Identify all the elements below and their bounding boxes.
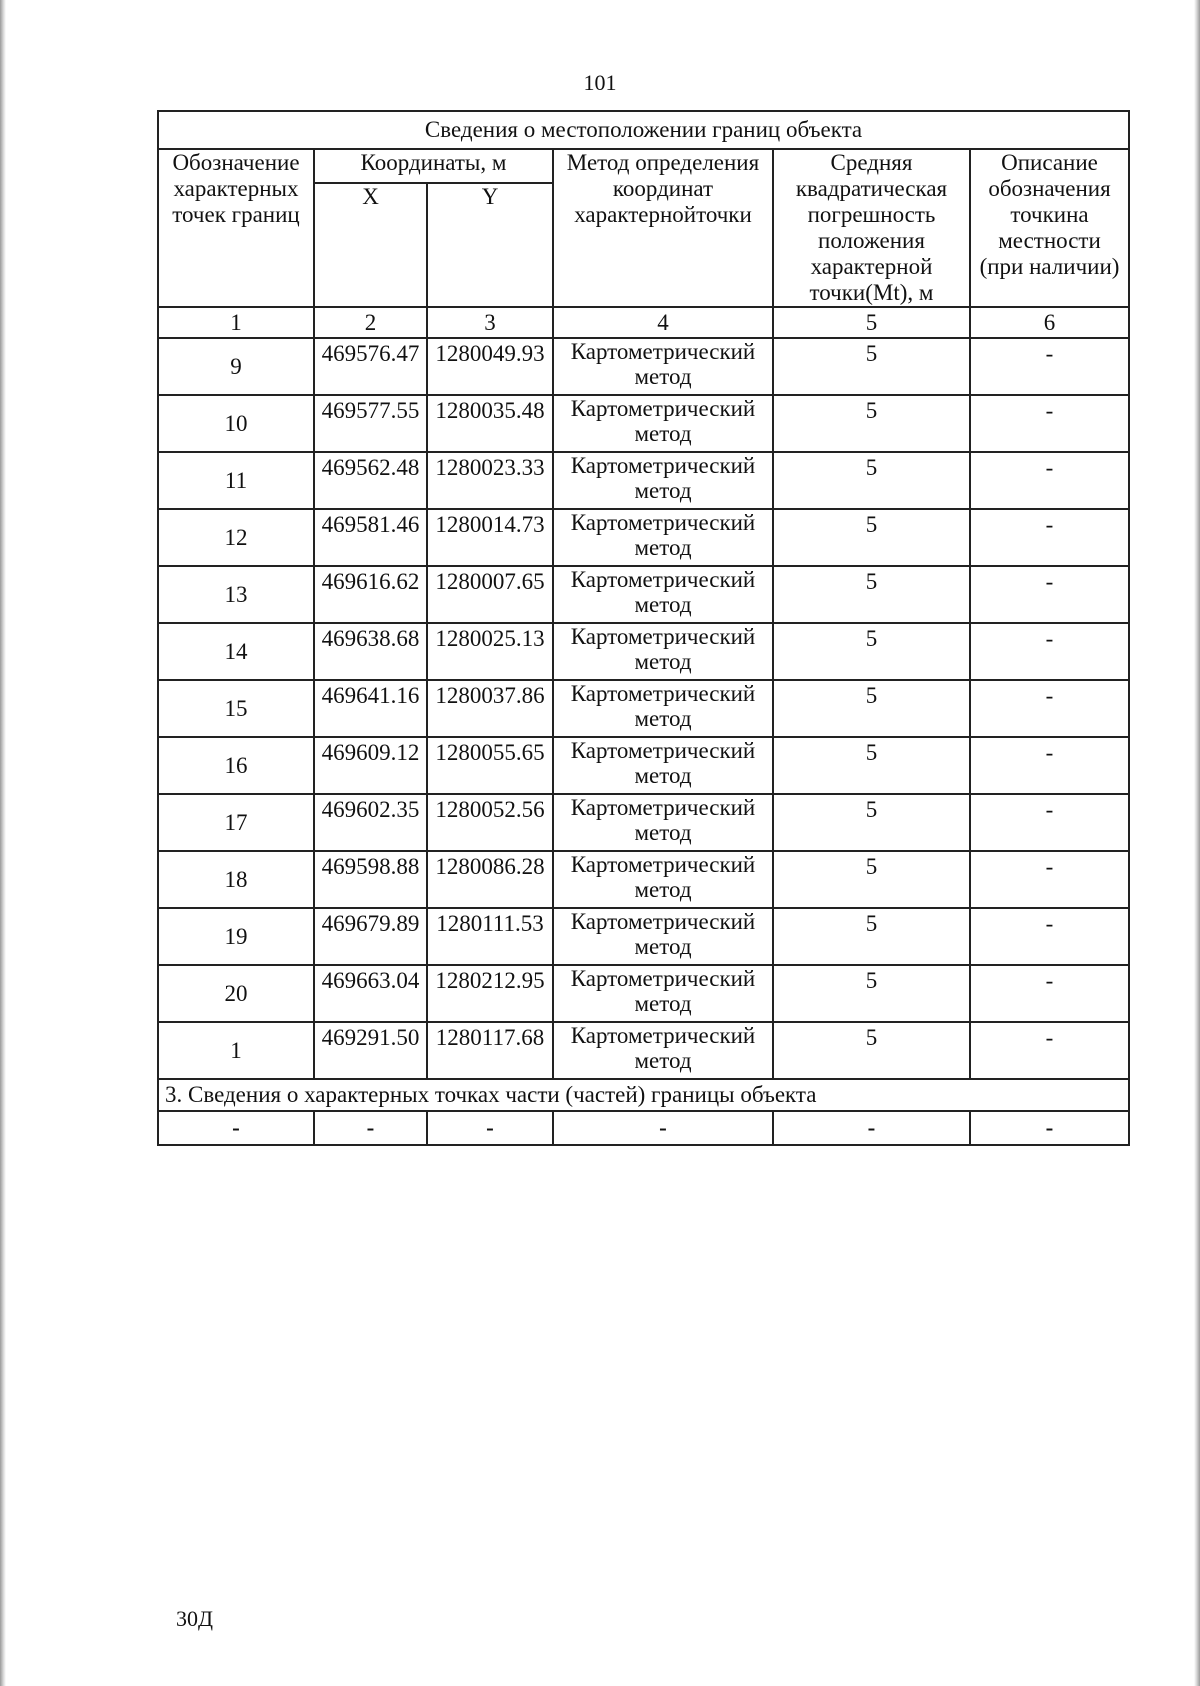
- description-cell: -: [970, 680, 1129, 737]
- section3-cell: -: [314, 1111, 427, 1145]
- point-cell: 15: [158, 680, 314, 737]
- method-cell: Картометрический метод: [553, 1022, 773, 1079]
- table-row: [158, 851, 1129, 908]
- table-row: [158, 623, 1129, 680]
- accuracy-cell: 5: [773, 1022, 970, 1079]
- point-cell: 10: [158, 395, 314, 452]
- header-x: X: [314, 183, 427, 307]
- y-cell: 1280052.56: [427, 794, 553, 851]
- column-number: 2: [314, 307, 427, 338]
- accuracy-cell: 5: [773, 737, 970, 794]
- method-cell: Картометрический метод: [553, 452, 773, 509]
- x-cell: 469581.46: [314, 509, 427, 566]
- table-row: [158, 794, 1129, 851]
- table-row: [158, 1022, 1129, 1079]
- method-cell: Картометрический метод: [553, 566, 773, 623]
- method-cell: Картометрический метод: [553, 908, 773, 965]
- column-number: 3: [427, 307, 553, 338]
- x-cell: 469609.12: [314, 737, 427, 794]
- y-cell: 1280212.95: [427, 965, 553, 1022]
- accuracy-cell: 5: [773, 509, 970, 566]
- accuracy-cell: 5: [773, 452, 970, 509]
- x-cell: 469663.04: [314, 965, 427, 1022]
- table-row: [158, 566, 1129, 623]
- column-number: 1: [158, 307, 314, 338]
- boundary-points-table: [157, 110, 1130, 1146]
- method-cell: Картометрический метод: [553, 623, 773, 680]
- page-number: 101: [583, 70, 617, 95]
- x-cell: 469679.89: [314, 908, 427, 965]
- accuracy-cell: 5: [773, 794, 970, 851]
- y-cell: 1280037.86: [427, 680, 553, 737]
- table-row: [158, 395, 1129, 452]
- header-y: Y: [427, 183, 553, 307]
- accuracy-cell: 5: [773, 851, 970, 908]
- description-cell: -: [970, 395, 1129, 452]
- y-cell: 1280007.65: [427, 566, 553, 623]
- table-row: [158, 965, 1129, 1022]
- accuracy-cell: 5: [773, 566, 970, 623]
- x-cell: 469577.55: [314, 395, 427, 452]
- y-cell: 1280086.28: [427, 851, 553, 908]
- description-cell: -: [970, 851, 1129, 908]
- description-cell: -: [970, 566, 1129, 623]
- point-cell: 11: [158, 452, 314, 509]
- accuracy-cell: 5: [773, 908, 970, 965]
- accuracy-cell: 5: [773, 965, 970, 1022]
- x-cell: 469562.48: [314, 452, 427, 509]
- accuracy-cell: 5: [773, 338, 970, 395]
- point-cell: 14: [158, 623, 314, 680]
- header-point: Обозначение характерных точек границ: [158, 149, 314, 307]
- description-cell: -: [970, 737, 1129, 794]
- method-cell: Картометрический метод: [553, 395, 773, 452]
- x-cell: 469641.16: [314, 680, 427, 737]
- point-cell: 9: [158, 338, 314, 395]
- header-accuracy: Средняя квадратическая погрешность положения характерной точки(Mt), м: [773, 149, 970, 307]
- scan-edge-left: [0, 0, 6, 1686]
- method-cell: Картометрический метод: [553, 794, 773, 851]
- table-row: [158, 452, 1129, 509]
- x-cell: 469638.68: [314, 623, 427, 680]
- y-cell: 1280023.33: [427, 452, 553, 509]
- section3-title: 3. Сведения о характерных точках части (частей) границы объекта: [158, 1079, 1129, 1111]
- description-cell: -: [970, 509, 1129, 566]
- method-cell: Картометрический метод: [553, 851, 773, 908]
- header-description: Описание обозначения точкина местности (при наличии): [970, 149, 1129, 307]
- x-cell: 469576.47: [314, 338, 427, 395]
- y-cell: 1280055.65: [427, 737, 553, 794]
- y-cell: 1280117.68: [427, 1022, 553, 1079]
- point-cell: 17: [158, 794, 314, 851]
- footer-mark: 30Д: [176, 1606, 214, 1631]
- table-row: [158, 737, 1129, 794]
- point-cell: 1: [158, 1022, 314, 1079]
- table-row: [158, 509, 1129, 566]
- table-row: [158, 908, 1129, 965]
- header-coords: Координаты, м: [314, 149, 553, 183]
- column-number-row: [158, 307, 1129, 338]
- accuracy-cell: 5: [773, 623, 970, 680]
- column-number: 6: [970, 307, 1129, 338]
- table-title: Сведения о местоположении границ объекта: [158, 111, 1129, 149]
- method-cell: Картометрический метод: [553, 680, 773, 737]
- description-cell: -: [970, 338, 1129, 395]
- y-cell: 1280035.48: [427, 395, 553, 452]
- x-cell: 469616.62: [314, 566, 427, 623]
- method-cell: Картометрический метод: [553, 338, 773, 395]
- section3-cell: -: [773, 1111, 970, 1145]
- description-cell: -: [970, 794, 1129, 851]
- y-cell: 1280014.73: [427, 509, 553, 566]
- section3-cell: -: [970, 1111, 1129, 1145]
- point-cell: 20: [158, 965, 314, 1022]
- table-row: [158, 338, 1129, 395]
- accuracy-cell: 5: [773, 680, 970, 737]
- x-cell: 469291.50: [314, 1022, 427, 1079]
- point-cell: 16: [158, 737, 314, 794]
- point-cell: 18: [158, 851, 314, 908]
- description-cell: -: [970, 452, 1129, 509]
- section3-cell: -: [427, 1111, 553, 1145]
- description-cell: -: [970, 908, 1129, 965]
- point-cell: 19: [158, 908, 314, 965]
- description-cell: -: [970, 965, 1129, 1022]
- method-cell: Картометрический метод: [553, 737, 773, 794]
- point-cell: 12: [158, 509, 314, 566]
- x-cell: 469602.35: [314, 794, 427, 851]
- x-cell: 469598.88: [314, 851, 427, 908]
- table-row: [158, 680, 1129, 737]
- section3-row: [158, 1111, 1129, 1145]
- section3-cell: -: [158, 1111, 314, 1145]
- description-cell: -: [970, 1022, 1129, 1079]
- y-cell: 1280111.53: [427, 908, 553, 965]
- column-number: 5: [773, 307, 970, 338]
- section3-cell: -: [553, 1111, 773, 1145]
- column-number: 4: [553, 307, 773, 338]
- method-cell: Картометрический метод: [553, 509, 773, 566]
- point-cell: 13: [158, 566, 314, 623]
- header-method: Метод определения координат характернойточки: [553, 149, 773, 307]
- accuracy-cell: 5: [773, 395, 970, 452]
- y-cell: 1280049.93: [427, 338, 553, 395]
- description-cell: -: [970, 623, 1129, 680]
- method-cell: Картометрический метод: [553, 965, 773, 1022]
- scan-edge-right: [1194, 0, 1200, 1686]
- y-cell: 1280025.13: [427, 623, 553, 680]
